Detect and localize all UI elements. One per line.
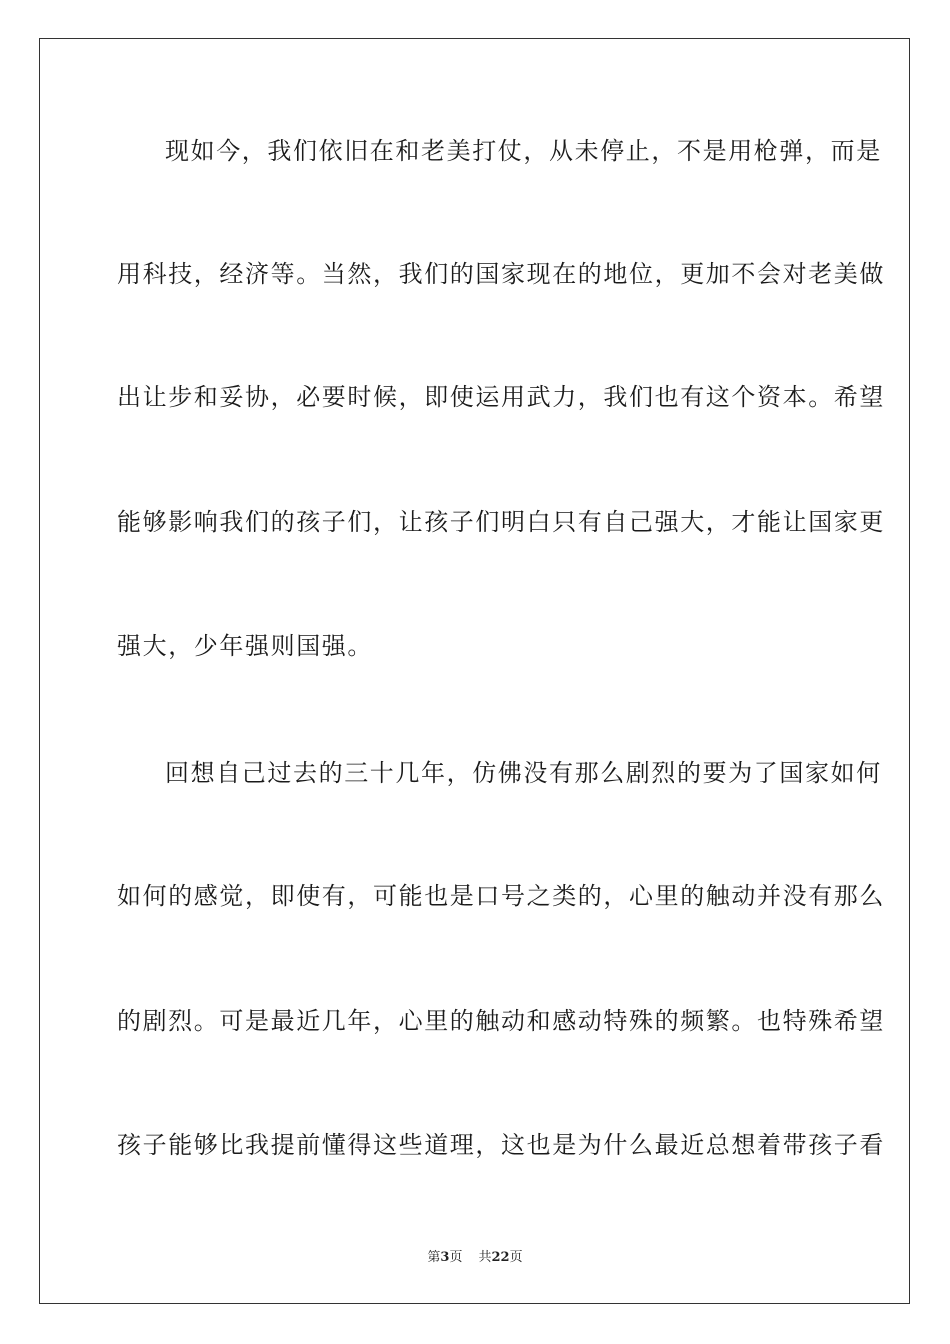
page-prefix: 第 (427, 1250, 441, 1265)
paragraph-2-line-1: 回想自己过去的三十几年，仿佛没有那么剧烈的要为了国家如何 (165, 759, 882, 787)
paragraph-2-line-3: 的剧烈。可是最近几年，心里的触动和感动特殊的频繁。也特殊希望 (117, 1007, 885, 1035)
paragraph-1-line-3: 出让步和妥协，必要时候，即使运用武力，我们也有这个资本。希望 (117, 383, 885, 411)
paragraph-1-line-2: 用科技，经济等。当然，我们的国家现在的地位，更加不会对老美做 (117, 260, 885, 288)
paragraph-1-line-5: 强大，少年强则国强。 (117, 632, 373, 660)
paragraph-1-line-1: 现如今，我们依旧在和老美打仗，从未停止，不是用枪弹，而是 (165, 137, 882, 165)
page-suffix: 页 (449, 1250, 463, 1265)
page-border (39, 38, 910, 1304)
total-suffix: 页 (509, 1250, 523, 1265)
paragraph-2-line-4: 孩子能够比我提前懂得这些道理，这也是为什么最近总想着带孩子看 (117, 1131, 885, 1159)
paragraph-2-line-2: 如何的感觉，即使有，可能也是口号之类的，心里的触动并没有那么 (117, 882, 885, 910)
total-prefix: 共 (478, 1250, 492, 1265)
page-number: 3 (440, 1250, 450, 1265)
total-pages: 22 (491, 1250, 510, 1265)
paragraph-1-line-4: 能够影响我们的孩子们，让孩子们明白只有自己强大，才能让国家更 (117, 508, 885, 536)
page-footer (0, 1246, 950, 1265)
